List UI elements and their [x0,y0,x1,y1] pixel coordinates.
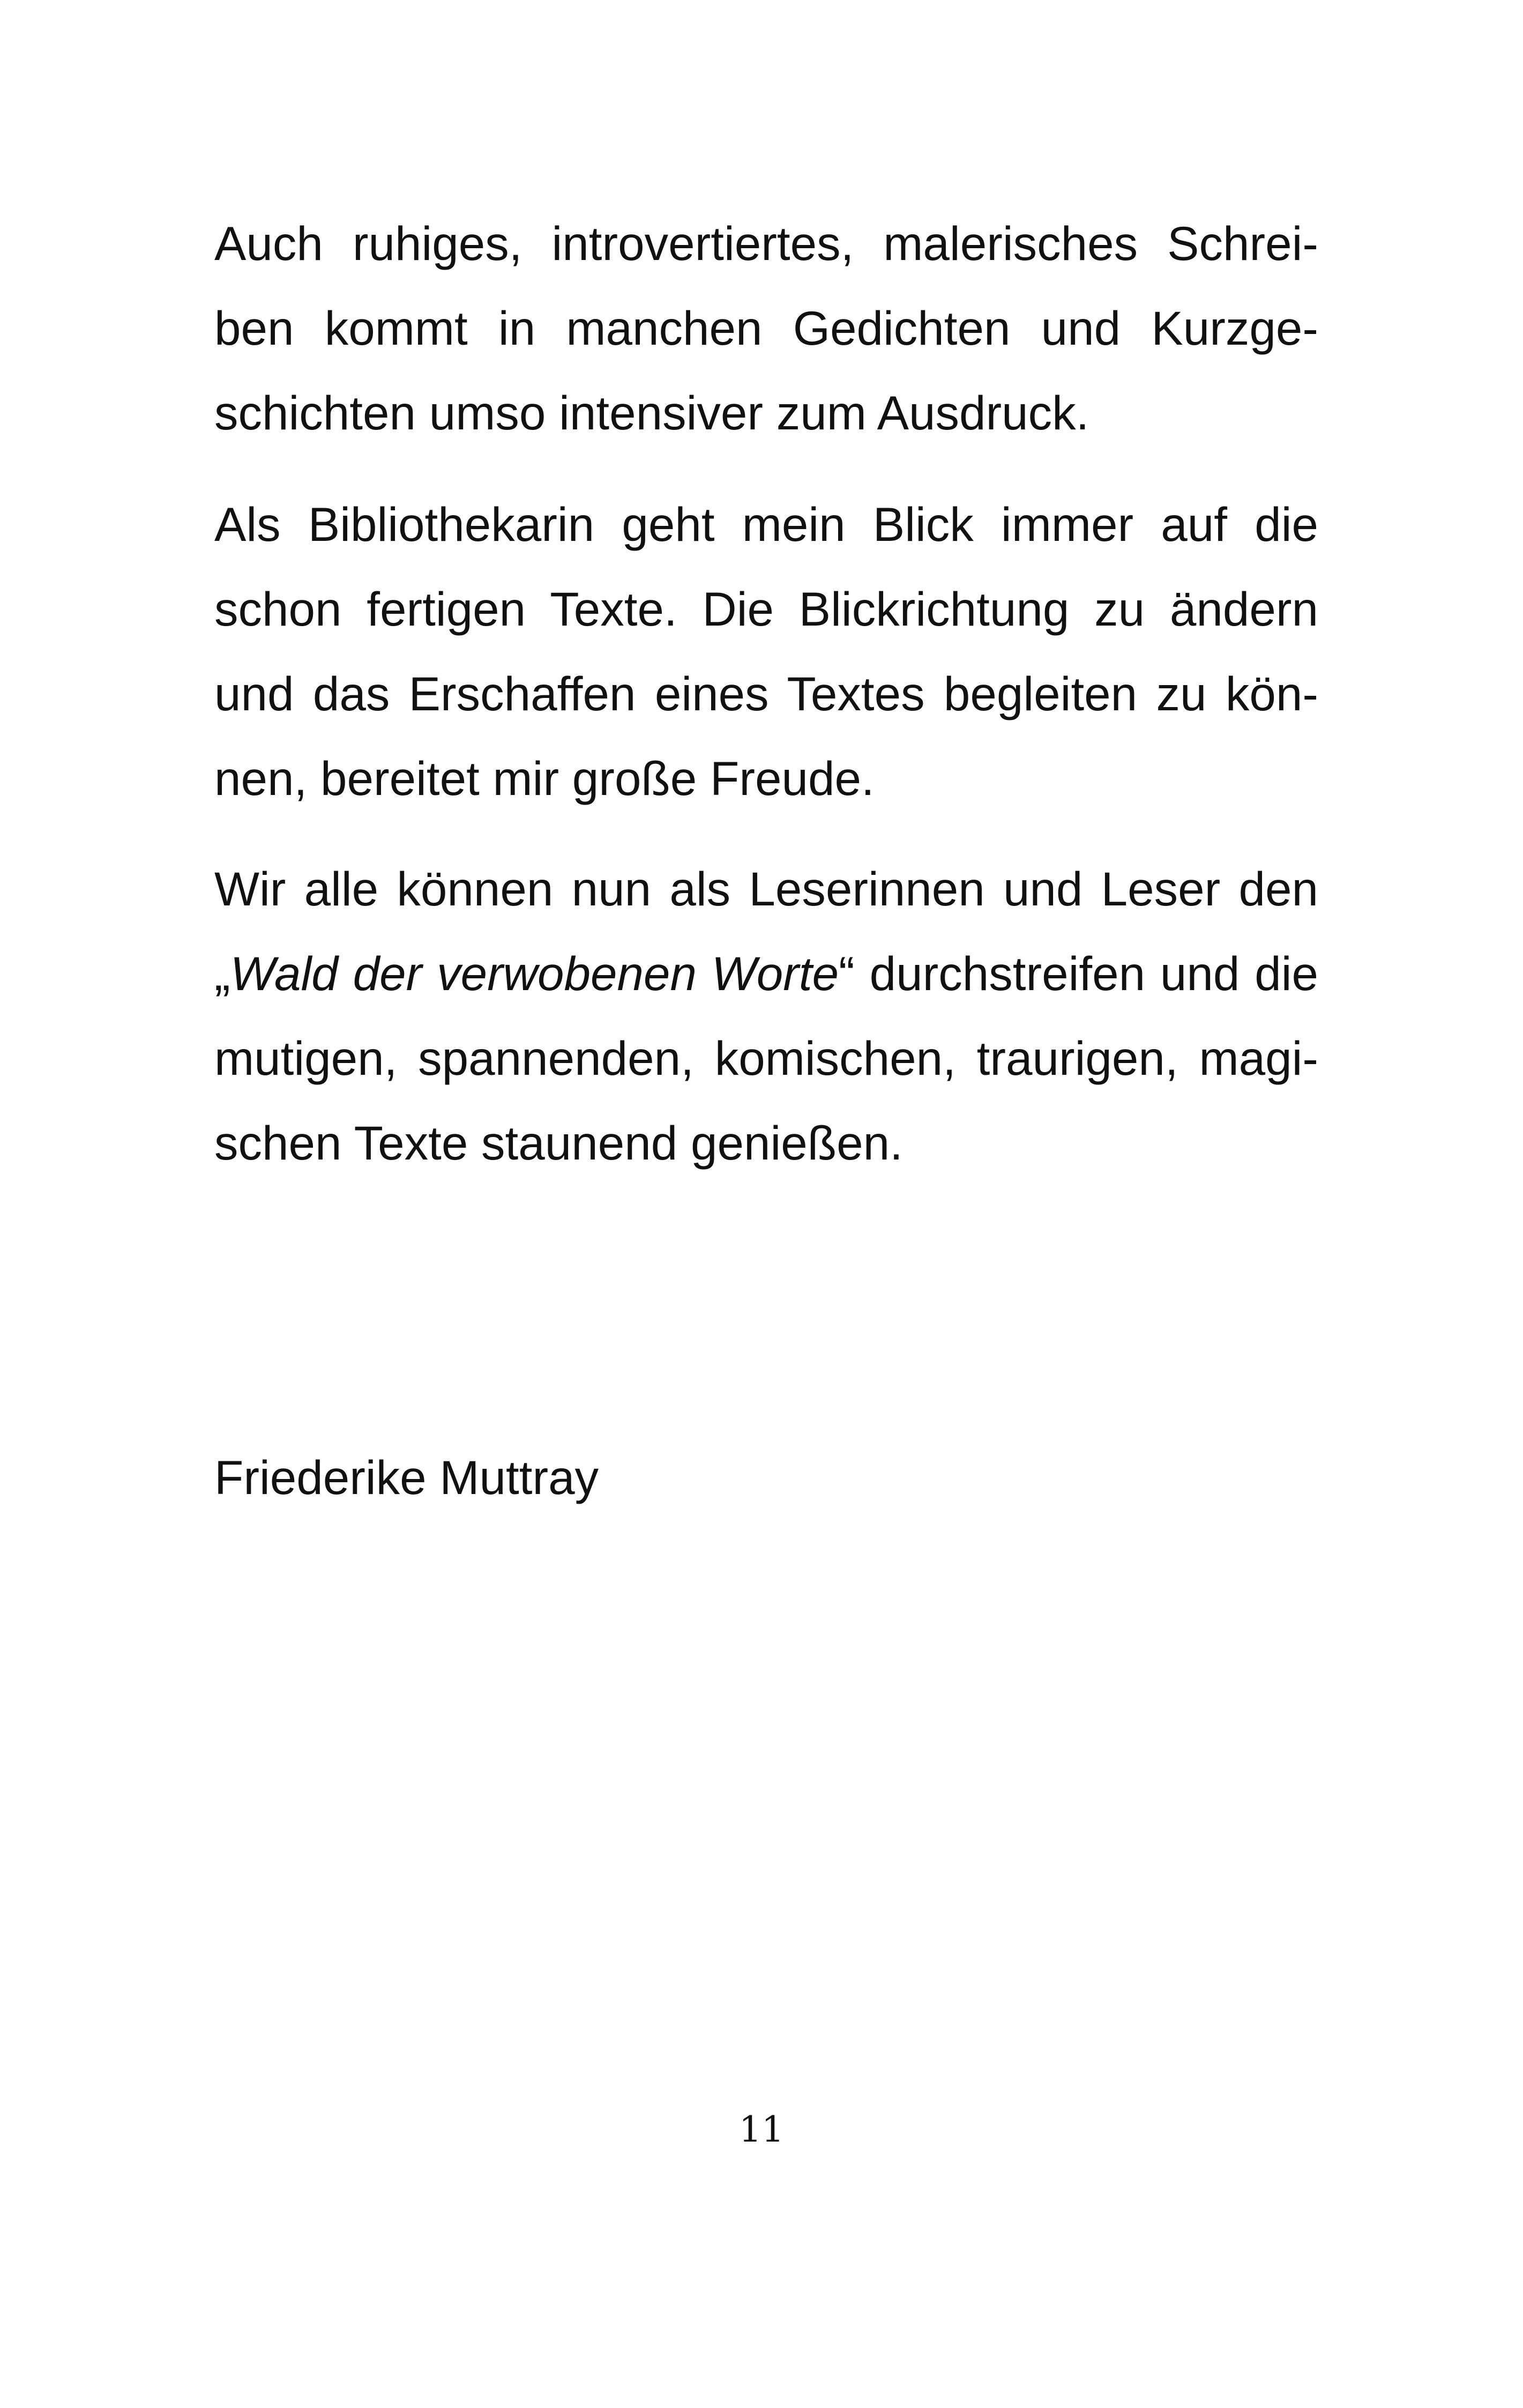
paragraph-3-line-1: Wir alle können nun als Leserinnen und Leser den [214,862,1318,916]
paragraph-2-line-2: schon fertigen Texte. Die Blickrichtung zu ändern [214,582,1318,636]
paragraph-3-line-2-rest: “ durchstreifen und die [839,947,1318,1000]
signature: Friederike Muttray [214,1451,599,1504]
book-title: Wald der verwobenen Worte [230,947,839,1000]
paragraph-3-line-2 [214,947,1318,1000]
paragraph-2-line-3: und das Erschaffen eines Textes begleiten zu kön- [214,667,1318,720]
paragraph-1-line-2: ben kommt in manchen Gedichten und Kurzge- [214,301,1318,355]
paragraph-2-line-1: Als Bibliothekarin geht mein Blick immer auf die [214,497,1318,551]
opening-quote: „ [214,947,230,1000]
paragraph-1-line-1: Auch ruhiges, introvertiertes, malerisches Schrei- [214,217,1318,270]
paragraph-1-line-3: schichten umso intensiver zum Ausdruck. [214,386,1089,440]
paragraph-3-line-3: mutigen, spannenden, komischen, traurigen, magi- [214,1031,1318,1085]
page-number: 11 [739,2109,784,2150]
paragraph-3-line-4: schen Texte staunend genießen. [214,1116,903,1170]
paragraph-2-line-4: nen, bereitet mir große Freude. [214,752,875,805]
